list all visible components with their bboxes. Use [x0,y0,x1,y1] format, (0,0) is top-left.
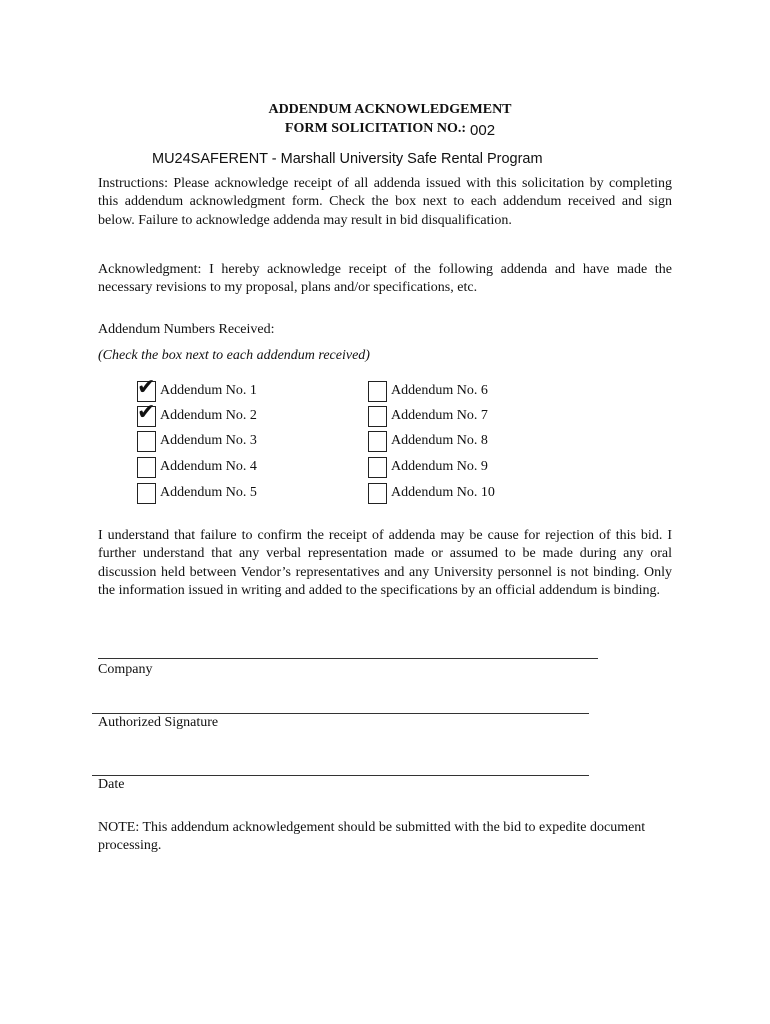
addendum-10-checkbox[interactable] [368,483,387,504]
date-label: Date [98,777,125,792]
addendum-9-label: Addendum No. 9 [391,459,488,474]
addendum-2-checkbox[interactable] [137,399,156,427]
addendum-5-checkbox[interactable] [137,483,156,504]
addendum-2-label: Addendum No. 2 [160,408,257,423]
addendum-2-row[interactable] [137,399,257,428]
checkmark-icon: ✔ [137,399,156,425]
addendum-1-checkbox[interactable] [137,374,156,402]
note-text: NOTE: This addendum acknowledgement should be submitted with the bid to expedite document processing. [98,820,646,854]
addenda-hint: (Check the box next to each addendum received) [98,348,370,363]
understanding-text: I understand that failure to confirm the receipt of addenda may be cause for rejection of this bid. I further understand that any verbal representation made or assumed to be made during any oral discussion held between Vendor’s representatives and any University personnel is not binding. Only the information issued in writing and added to the specifications by an official addendum is binding. [98,528,672,599]
company-line[interactable] [98,658,598,659]
addendum-1-label: Addendum No. 1 [160,383,257,398]
solicitation-number: 002 [470,122,496,139]
title-line-2 [0,119,770,138]
addendum-4-checkbox[interactable] [137,457,156,478]
addendum-8-checkbox[interactable] [368,431,387,452]
addendum-6-label: Addendum No. 6 [391,383,488,398]
addendum-4-row[interactable] [137,455,257,479]
addendum-10-label: Addendum No. 10 [391,485,495,500]
addendum-9-row[interactable] [368,455,488,479]
solicitation-label: FORM SOLICITATION NO.: [284,121,467,136]
addendum-7-row[interactable] [368,404,488,428]
addenda-heading: Addendum Numbers Received: [98,322,275,337]
title-line-1: ADDENDUM ACKNOWLEDGEMENT [268,102,512,117]
addendum-7-label: Addendum No. 7 [391,408,488,423]
instructions-text: Instructions: Please acknowledge receipt of all addenda issued with this solicitation by completing this addendum acknowledgment form. Check the box next to each addendum received and sign below. Failure to acknowledge addenda may result in bid disqualification. [98,176,672,228]
acknowledgment-text: Acknowledgment: I hereby acknowledge receipt of the following addenda and have made the necessary revisions to my proposal, plans and/or specifications, etc. [98,262,672,296]
form-title [0,101,770,138]
program-title: MU24SAFERENT - Marshall University Safe Rental Program [152,151,543,167]
checkmark-icon: ✔ [137,374,156,400]
company-label: Company [98,662,153,677]
addendum-4-label: Addendum No. 4 [160,459,257,474]
addendum-9-checkbox[interactable] [368,457,387,478]
addendum-3-checkbox[interactable] [137,431,156,452]
addendum-8-row[interactable] [368,429,488,453]
addendum-8-label: Addendum No. 8 [391,433,488,448]
authorized-signature-label: Authorized Signature [98,715,219,730]
addendum-5-row[interactable] [137,481,257,505]
addendum-3-label: Addendum No. 3 [160,433,257,448]
signature-line[interactable] [92,713,589,714]
addendum-6-checkbox[interactable] [368,381,387,402]
date-line[interactable] [92,775,589,776]
addendum-7-checkbox[interactable] [368,406,387,427]
addendum-10-row[interactable] [368,481,495,505]
addendum-5-label: Addendum No. 5 [160,485,257,500]
addendum-3-row[interactable] [137,429,257,453]
addendum-6-row[interactable] [368,379,488,403]
